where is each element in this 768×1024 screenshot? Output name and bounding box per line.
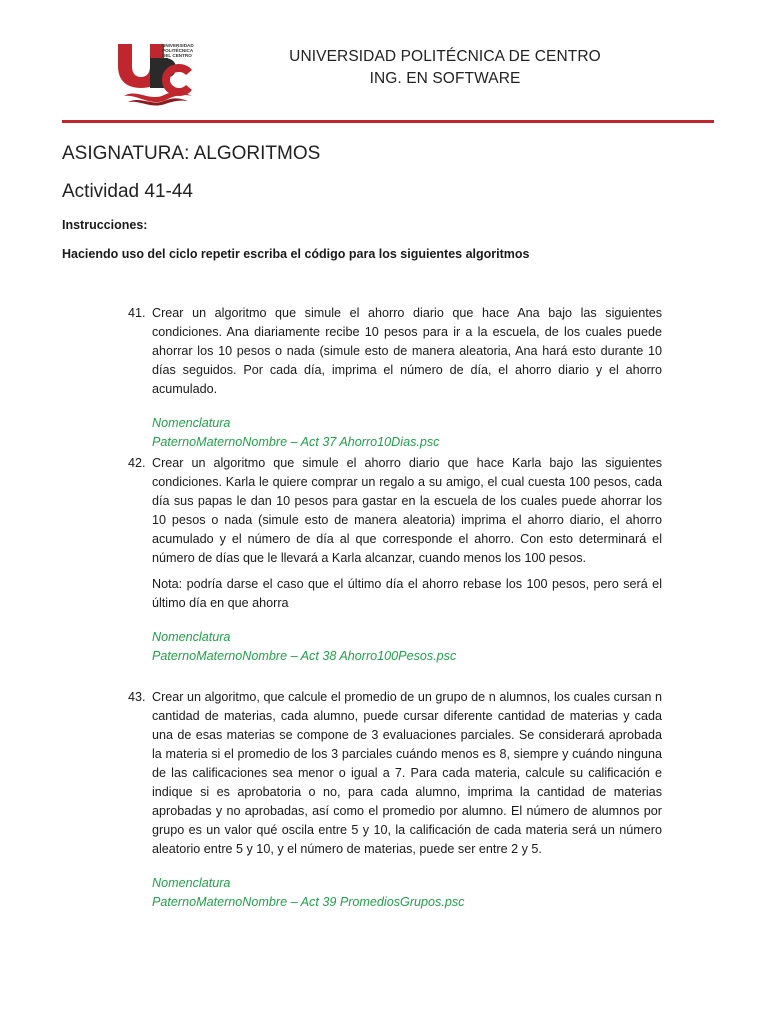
exercise-number: 43.: [128, 690, 146, 704]
exercise-text: Crear un algoritmo que simule el ahorro diario que hace Ana bajo las siguientes condiciones. Ana diariamente recibe 10 pesos para ir a la escuela, de los cuales puede ahorrar los 10 pesos o nada (simule esto de manera aleatoria, Ana hará esto durante 10 días seguidos. Por cada día, imprima el número de día, el ahorro diario y el ahorro acumulado.: [152, 306, 662, 396]
activity-title: Actividad 41-44: [62, 181, 193, 202]
institution-name: UNIVERSIDAD POLITÉCNICA DE CENTRO: [289, 48, 601, 65]
exercise-42: [128, 454, 662, 666]
subject-title: ASIGNATURA: ALGORITMOS: [62, 143, 321, 164]
exercise-43: [128, 688, 662, 912]
program-name: ING. EN SOFTWARE: [369, 70, 521, 87]
nomenclature-value: PaternoMaternoNombre – Act 39 PromediosGrupos.psc: [152, 895, 465, 909]
exercise-number: 41.: [128, 306, 146, 320]
exercise-number: 42.: [128, 456, 146, 470]
logo-subtitle-2: POLITÉCNICA: [162, 48, 194, 53]
exercise-note: Nota: podría darse el caso que el último día el ahorro rebase los 100 pesos, pero será el último día en que ahorra: [152, 577, 662, 610]
exercise-41: [128, 304, 662, 452]
nomenclature-value: PaternoMaternoNombre – Act 38 Ahorro100Pesos.psc: [152, 649, 457, 663]
nomenclature-value: PaternoMaternoNombre – Act 37 Ahorro10Dias.psc: [152, 435, 440, 449]
university-logo: [110, 40, 194, 106]
nomenclature: [152, 414, 662, 452]
nomenclature: [152, 874, 662, 912]
logo-subtitle-1: UNIVERSIDAD: [162, 43, 194, 48]
nomenclature-label: Nomenclatura: [152, 630, 231, 644]
header-divider: [62, 120, 714, 123]
exercise-text: Crear un algoritmo, que calcule el promedio de un grupo de n alumnos, los cuales cursan n cantidad de materias, cada alumno, puede cursar diferente cantidad de materias y cada una de esas materias se compone de 3 evaluaciones parciales. Se considerará aprobada la materia si el promedio de los 3 parciales cuándo menos es 8, siempre y cuándo ninguna de las calificaciones sea menor o igual a 7. Para cada materia, calcule su calificación e indique si es aprobatoria o no, para cada alumno, imprima la cantidad de materias aprobadas y no aprobadas, así como el promedio por alumno. El número de alumnos por grupo es un valor qué oscila entre 5 y 10, la calificación de cada materia será un número aleatorio entre 5 y 10, y el número de materias, puede ser entre 2 y 5.: [152, 690, 662, 856]
nomenclature-label: Nomenclatura: [152, 876, 231, 890]
instructions-label: Instrucciones:: [62, 218, 148, 232]
logo-subtitle-3: DEL CENTRO: [162, 53, 192, 58]
instructions-text: Haciendo uso del ciclo repetir escriba el código para los siguientes algoritmos: [62, 247, 530, 261]
exercise-text: Crear un algoritmo que simule el ahorro diario que hace Karla bajo las siguientes condiciones. Karla le quiere comprar un regalo a su amigo, el cual cuesta 100 pesos, cada día sus papas le dan 10 pesos para gastar en la escuela de los cuales puede ahorrar los 10 pesos o nada (simule esto de manera aleatoria) imprima el ahorro diario, el ahorro acumulado y el número de día al que corresponde el ahorro. Con esto determinará el número de días que le llevará a Karla alcanzar, cuando menos los 100 pesos.: [152, 456, 662, 565]
nomenclature: [152, 628, 662, 666]
nomenclature-label: Nomenclatura: [152, 416, 231, 430]
